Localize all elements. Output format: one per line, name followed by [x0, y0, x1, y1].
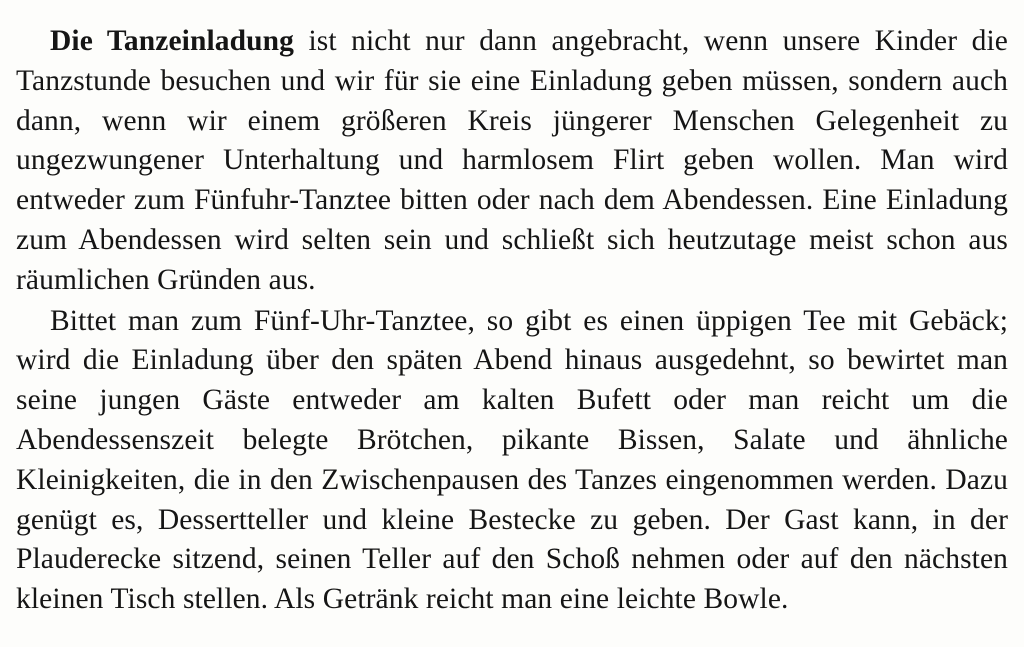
- document-text-body: [16, 22, 1008, 620]
- paragraph-1-lead-bold: Die Tanzeinladung: [50, 25, 294, 57]
- paragraph-1-text: ist nicht nur dann angebracht, wenn unsere Kinder die Tanzstunde besuchen und wir für sie eine Einladung geben müssen, sondern auch dann, wenn wir einem größeren Kreis jüngerer Menschen Gelegenheit zu ungezwungener Unterhaltung und harmlosem Flirt geben wollen. Man wird entweder zum Fünfuhr-Tanztee bitten oder nach dem Abendessen. Eine Einladung zum Abendessen wird selten sein und schließt sich heutzutage meist schon aus räumlichen Gründen aus.: [16, 25, 1008, 296]
- paragraph-1: [16, 22, 1008, 301]
- paragraph-2: [16, 302, 1008, 620]
- paragraph-2-text: Bittet man zum Fünf-Uhr-Tanztee, so gibt es einen üppigen Tee mit Gebäck; wird die Einladung über den späten Abend hinaus ausgedehnt, so bewirtet man seine jungen Gäste entweder am kalten Bufett oder man reicht um die Abendessenszeit belegte Brötchen, pikante Bissen, Salate und ähnliche Kleinigkeiten, die in den Zwischenpausen des Tanzes eingenommen werden. Dazu genügt es, Dessertteller und kleine Bestecke zu geben. Der Gast kann, in der Plauderecke sitzend, seinen Teller auf den Schoß nehmen oder auf den nächsten kleinen Tisch stellen. Als Getränk reicht man eine leichte Bowle.: [16, 304, 1008, 616]
